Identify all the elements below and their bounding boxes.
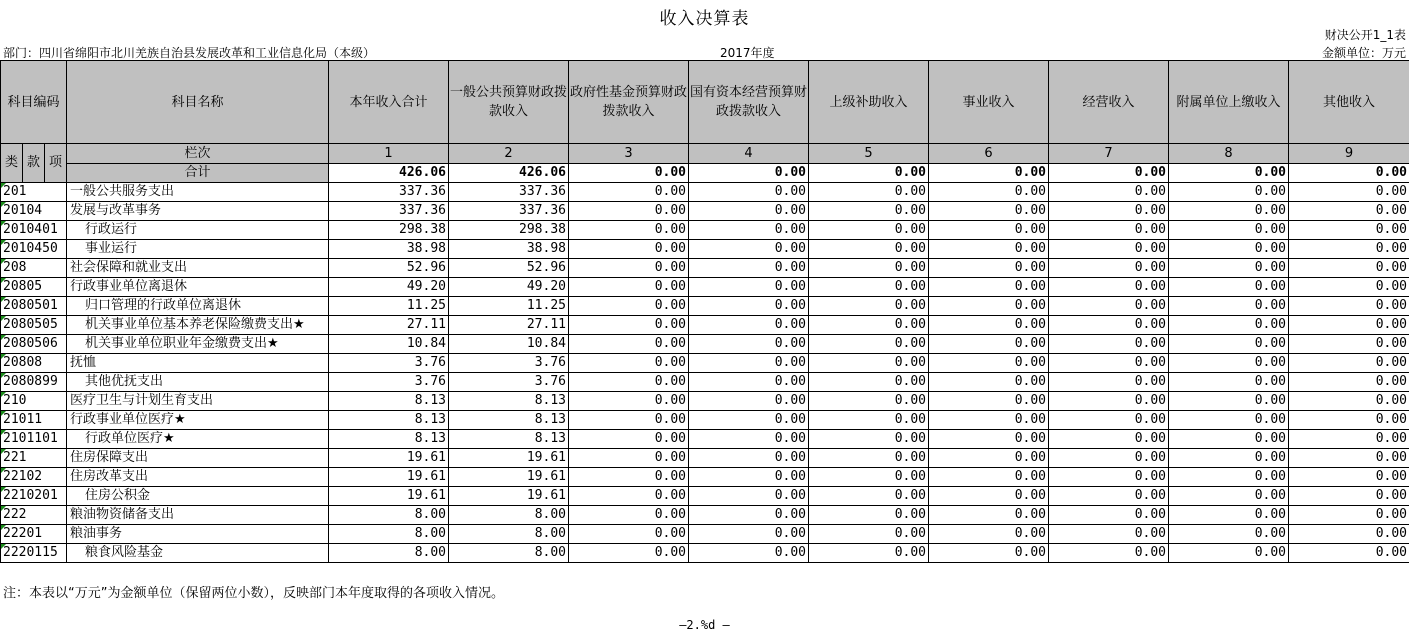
table-note: 注：本表以“万元”为金额单位（保留两位小数），反映部门本年度取得的各项收入情况。 — [3, 586, 504, 601]
amount-cell: 8.00 — [449, 506, 569, 525]
subject-name: 机关事业单位职业年金缴费支出★ — [67, 335, 329, 354]
amount-cell: 3.76 — [449, 373, 569, 392]
amount-cell: 10.84 — [449, 335, 569, 354]
header-xiang: 项 — [45, 144, 67, 183]
total-label: 合计 — [67, 164, 329, 183]
lane-number: 4 — [689, 144, 809, 164]
total-cell: 0.00 — [809, 164, 929, 183]
header-col-3: 政府性基金预算财政拨款收入 — [569, 61, 689, 144]
amount-cell: 0.00 — [1049, 335, 1169, 354]
amount-cell: 0.00 — [569, 240, 689, 259]
header-col-8: 附属单位上缴收入 — [1169, 61, 1289, 144]
amount-cell: 0.00 — [1169, 506, 1289, 525]
year-label: 2017年度 — [720, 46, 775, 60]
subject-name: 医疗卫生与计划生育支出 — [67, 392, 329, 411]
amount-cell: 298.38 — [329, 221, 449, 240]
subject-code: 2080899 — [1, 373, 67, 392]
amount-cell: 0.00 — [929, 525, 1049, 544]
subject-code: 210 — [1, 392, 67, 411]
amount-cell: 0.00 — [1049, 297, 1169, 316]
amount-cell: 8.13 — [449, 411, 569, 430]
amount-cell: 0.00 — [689, 430, 809, 449]
header-kuan: 款 — [23, 144, 45, 183]
subject-name: 粮油事务 — [67, 525, 329, 544]
total-cell: 0.00 — [1169, 164, 1289, 183]
subject-name: 行政单位医疗★ — [67, 430, 329, 449]
amount-cell: 0.00 — [1049, 373, 1169, 392]
subject-name: 其他优抚支出 — [67, 373, 329, 392]
amount-cell: 0.00 — [1289, 335, 1409, 354]
lane-number: 7 — [1049, 144, 1169, 164]
subject-name: 住房改革支出 — [67, 468, 329, 487]
subject-code: 2210201 — [1, 487, 67, 506]
total-cell: 0.00 — [1049, 164, 1169, 183]
amount-cell: 298.38 — [449, 221, 569, 240]
table-row — [1, 525, 1409, 544]
amount-cell: 0.00 — [929, 449, 1049, 468]
table-row — [1, 373, 1409, 392]
amount-cell: 0.00 — [689, 449, 809, 468]
form-tag: 财决公开1_1表 — [1324, 28, 1406, 42]
amount-cell: 0.00 — [1289, 544, 1409, 563]
amount-cell: 0.00 — [1169, 278, 1289, 297]
subject-code: 2080505 — [1, 316, 67, 335]
amount-cell: 19.61 — [329, 468, 449, 487]
amount-cell: 0.00 — [689, 506, 809, 525]
amount-cell: 0.00 — [929, 354, 1049, 373]
amount-cell: 0.00 — [1289, 468, 1409, 487]
amount-cell: 0.00 — [929, 297, 1049, 316]
lane-number: 1 — [329, 144, 449, 164]
amount-cell: 0.00 — [569, 525, 689, 544]
amount-cell: 27.11 — [449, 316, 569, 335]
amount-cell: 0.00 — [569, 487, 689, 506]
lane-number: 8 — [1169, 144, 1289, 164]
subject-code: 2220115 — [1, 544, 67, 563]
amount-cell: 0.00 — [689, 335, 809, 354]
income-table — [0, 60, 1409, 563]
amount-cell: 0.00 — [1289, 411, 1409, 430]
table-row — [1, 278, 1409, 297]
amount-cell: 0.00 — [1049, 468, 1169, 487]
total-cell: 426.06 — [329, 164, 449, 183]
subject-code: 221 — [1, 449, 67, 468]
subject-code: 201 — [1, 183, 67, 202]
amount-cell: 19.61 — [449, 449, 569, 468]
total-cell: 0.00 — [1289, 164, 1409, 183]
subject-code: 22102 — [1, 468, 67, 487]
subject-code: 2080506 — [1, 335, 67, 354]
amount-cell: 8.13 — [329, 430, 449, 449]
amount-cell: 337.36 — [329, 183, 449, 202]
amount-cell: 8.00 — [329, 544, 449, 563]
amount-cell: 0.00 — [809, 468, 929, 487]
amount-cell: 0.00 — [809, 525, 929, 544]
amount-cell: 0.00 — [1049, 392, 1169, 411]
amount-cell: 0.00 — [1289, 373, 1409, 392]
amount-cell: 0.00 — [689, 221, 809, 240]
amount-cell: 19.61 — [449, 487, 569, 506]
subject-code: 20104 — [1, 202, 67, 221]
amount-cell: 0.00 — [1049, 544, 1169, 563]
lane-row — [1, 144, 1409, 164]
amount-cell: 0.00 — [1049, 506, 1169, 525]
table-row — [1, 221, 1409, 240]
amount-cell: 0.00 — [929, 183, 1049, 202]
amount-cell: 0.00 — [1289, 183, 1409, 202]
table-row — [1, 183, 1409, 202]
department-label: 部门：四川省绵阳市北川羌族自治县发展改革和工业信息化局（本级） — [3, 46, 376, 60]
amount-cell: 0.00 — [1289, 525, 1409, 544]
subject-code: 21011 — [1, 411, 67, 430]
amount-cell: 0.00 — [1169, 392, 1289, 411]
amount-cell: 8.00 — [449, 525, 569, 544]
amount-cell: 0.00 — [1289, 297, 1409, 316]
amount-cell: 0.00 — [1169, 430, 1289, 449]
amount-cell: 0.00 — [569, 544, 689, 563]
amount-cell: 0.00 — [1169, 449, 1289, 468]
amount-cell: 0.00 — [929, 240, 1049, 259]
amount-cell: 0.00 — [1049, 449, 1169, 468]
amount-cell: 0.00 — [1289, 487, 1409, 506]
amount-cell: 0.00 — [1169, 202, 1289, 221]
amount-cell: 0.00 — [929, 316, 1049, 335]
amount-cell: 0.00 — [1169, 240, 1289, 259]
amount-cell: 0.00 — [569, 354, 689, 373]
subject-code: 20808 — [1, 354, 67, 373]
amount-cell: 19.61 — [329, 449, 449, 468]
amount-cell: 0.00 — [569, 506, 689, 525]
amount-cell: 0.00 — [1049, 259, 1169, 278]
amount-cell: 0.00 — [569, 202, 689, 221]
page-footer: —2.%d — — [679, 618, 730, 632]
table-row — [1, 468, 1409, 487]
total-cell: 0.00 — [689, 164, 809, 183]
subject-name: 抚恤 — [67, 354, 329, 373]
header-col-4: 国有资本经营预算财政拨款收入 — [689, 61, 809, 144]
amount-cell: 0.00 — [1169, 468, 1289, 487]
amount-cell: 0.00 — [689, 373, 809, 392]
subject-name: 一般公共服务支出 — [67, 183, 329, 202]
lane-number: 5 — [809, 144, 929, 164]
header-col-5: 上级补助收入 — [809, 61, 929, 144]
amount-cell: 0.00 — [689, 411, 809, 430]
header-col-6: 事业收入 — [929, 61, 1049, 144]
total-cell: 0.00 — [569, 164, 689, 183]
amount-cell: 52.96 — [329, 259, 449, 278]
amount-cell: 8.13 — [329, 411, 449, 430]
amount-cell: 0.00 — [809, 278, 929, 297]
table-row — [1, 240, 1409, 259]
lane-number: 6 — [929, 144, 1049, 164]
amount-cell: 11.25 — [329, 297, 449, 316]
amount-cell: 0.00 — [1289, 278, 1409, 297]
amount-cell: 0.00 — [1049, 278, 1169, 297]
amount-cell: 0.00 — [689, 487, 809, 506]
amount-cell: 0.00 — [809, 202, 929, 221]
amount-cell: 0.00 — [569, 316, 689, 335]
amount-cell: 3.76 — [329, 373, 449, 392]
subject-name: 住房保障支出 — [67, 449, 329, 468]
table-row — [1, 259, 1409, 278]
header-row — [1, 61, 1409, 144]
table-row — [1, 392, 1409, 411]
amount-cell: 0.00 — [1289, 221, 1409, 240]
subject-code: 222 — [1, 506, 67, 525]
amount-cell: 0.00 — [689, 392, 809, 411]
subject-name: 事业运行 — [67, 240, 329, 259]
amount-cell: 0.00 — [929, 335, 1049, 354]
subject-code: 2101101 — [1, 430, 67, 449]
table-row — [1, 544, 1409, 563]
amount-cell: 0.00 — [569, 259, 689, 278]
amount-cell: 8.13 — [449, 430, 569, 449]
amount-cell: 0.00 — [689, 278, 809, 297]
header-code: 科目编码 — [1, 61, 67, 144]
subject-code: 208 — [1, 259, 67, 278]
amount-cell: 0.00 — [1169, 525, 1289, 544]
amount-cell: 0.00 — [929, 430, 1049, 449]
amount-cell: 0.00 — [1289, 354, 1409, 373]
amount-cell: 0.00 — [809, 487, 929, 506]
amount-cell: 0.00 — [689, 297, 809, 316]
subject-name: 行政事业单位医疗★ — [67, 411, 329, 430]
amount-cell: 0.00 — [809, 506, 929, 525]
subject-code: 2080501 — [1, 297, 67, 316]
table-row — [1, 335, 1409, 354]
amount-cell: 0.00 — [1049, 411, 1169, 430]
amount-cell: 0.00 — [929, 506, 1049, 525]
amount-cell: 0.00 — [569, 468, 689, 487]
amount-cell: 8.00 — [329, 506, 449, 525]
amount-cell: 0.00 — [569, 221, 689, 240]
amount-cell: 0.00 — [809, 392, 929, 411]
amount-cell: 0.00 — [1169, 487, 1289, 506]
amount-cell: 0.00 — [1049, 221, 1169, 240]
amount-cell: 0.00 — [1289, 506, 1409, 525]
amount-cell: 0.00 — [929, 487, 1049, 506]
subject-name: 粮油物资储备支出 — [67, 506, 329, 525]
amount-cell: 0.00 — [809, 354, 929, 373]
amount-cell: 0.00 — [689, 316, 809, 335]
amount-cell: 19.61 — [329, 487, 449, 506]
amount-cell: 0.00 — [809, 221, 929, 240]
table-row — [1, 487, 1409, 506]
amount-cell: 0.00 — [1049, 240, 1169, 259]
table-row — [1, 316, 1409, 335]
subject-name: 行政事业单位离退休 — [67, 278, 329, 297]
amount-cell: 0.00 — [1049, 183, 1169, 202]
amount-cell: 0.00 — [929, 468, 1049, 487]
subject-code: 22201 — [1, 525, 67, 544]
lane-number: 9 — [1289, 144, 1409, 164]
amount-cell: 0.00 — [929, 373, 1049, 392]
amount-cell: 0.00 — [1049, 202, 1169, 221]
table-row — [1, 297, 1409, 316]
amount-cell: 0.00 — [689, 525, 809, 544]
amount-cell: 52.96 — [449, 259, 569, 278]
amount-cell: 0.00 — [929, 544, 1049, 563]
amount-cell: 0.00 — [569, 411, 689, 430]
amount-cell: 49.20 — [329, 278, 449, 297]
header-col-1: 本年收入合计 — [329, 61, 449, 144]
amount-cell: 10.84 — [329, 335, 449, 354]
amount-cell: 0.00 — [1289, 449, 1409, 468]
lane-number: 3 — [569, 144, 689, 164]
amount-cell: 0.00 — [809, 335, 929, 354]
table-row — [1, 430, 1409, 449]
amount-cell: 0.00 — [809, 316, 929, 335]
lane-number: 2 — [449, 144, 569, 164]
amount-cell: 0.00 — [569, 297, 689, 316]
total-cell: 0.00 — [929, 164, 1049, 183]
subject-code: 2010401 — [1, 221, 67, 240]
amount-cell: 0.00 — [689, 240, 809, 259]
amount-cell: 0.00 — [569, 392, 689, 411]
amount-cell: 0.00 — [809, 411, 929, 430]
amount-cell: 8.00 — [449, 544, 569, 563]
amount-cell: 0.00 — [809, 373, 929, 392]
amount-cell: 27.11 — [329, 316, 449, 335]
subject-name: 社会保障和就业支出 — [67, 259, 329, 278]
amount-cell: 0.00 — [689, 202, 809, 221]
amount-cell: 0.00 — [689, 259, 809, 278]
amount-cell: 0.00 — [1169, 221, 1289, 240]
amount-cell: 0.00 — [1289, 240, 1409, 259]
amount-cell: 0.00 — [809, 240, 929, 259]
subject-name: 住房公积金 — [67, 487, 329, 506]
table-row — [1, 354, 1409, 373]
amount-cell: 0.00 — [1049, 316, 1169, 335]
amount-cell: 0.00 — [1289, 259, 1409, 278]
amount-cell: 0.00 — [1169, 373, 1289, 392]
subject-name: 归口管理的行政单位离退休 — [67, 297, 329, 316]
amount-cell: 8.00 — [329, 525, 449, 544]
amount-cell: 0.00 — [1169, 354, 1289, 373]
amount-cell: 0.00 — [569, 335, 689, 354]
amount-cell: 0.00 — [929, 392, 1049, 411]
lane-label: 栏次 — [67, 144, 329, 164]
total-row — [1, 164, 1409, 183]
amount-cell: 0.00 — [809, 544, 929, 563]
amount-cell: 337.36 — [449, 183, 569, 202]
table-row — [1, 506, 1409, 525]
report-title: 收入决算表 — [659, 9, 750, 29]
amount-cell: 0.00 — [809, 183, 929, 202]
total-cell: 426.06 — [449, 164, 569, 183]
amount-cell: 38.98 — [449, 240, 569, 259]
amount-cell: 3.76 — [329, 354, 449, 373]
amount-cell: 0.00 — [1169, 335, 1289, 354]
amount-cell: 0.00 — [1169, 259, 1289, 278]
subject-name: 粮食风险基金 — [67, 544, 329, 563]
amount-cell: 0.00 — [569, 373, 689, 392]
header-col-7: 经营收入 — [1049, 61, 1169, 144]
amount-cell: 38.98 — [329, 240, 449, 259]
amount-cell: 337.36 — [329, 202, 449, 221]
amount-cell: 0.00 — [1049, 525, 1169, 544]
amount-cell: 0.00 — [689, 468, 809, 487]
header-col-9: 其他收入 — [1289, 61, 1409, 144]
subject-code: 2010450 — [1, 240, 67, 259]
amount-cell: 337.36 — [449, 202, 569, 221]
amount-cell: 0.00 — [809, 259, 929, 278]
amount-cell: 0.00 — [569, 278, 689, 297]
amount-cell: 0.00 — [929, 259, 1049, 278]
amount-cell: 0.00 — [569, 430, 689, 449]
amount-cell: 0.00 — [689, 544, 809, 563]
amount-cell: 0.00 — [689, 354, 809, 373]
subject-name: 行政运行 — [67, 221, 329, 240]
amount-cell: 0.00 — [569, 449, 689, 468]
amount-cell: 0.00 — [929, 411, 1049, 430]
amount-cell: 0.00 — [1169, 297, 1289, 316]
table-row — [1, 411, 1409, 430]
amount-cell: 0.00 — [1289, 316, 1409, 335]
amount-cell: 0.00 — [809, 430, 929, 449]
amount-cell: 0.00 — [1169, 316, 1289, 335]
header-lei: 类 — [1, 144, 23, 183]
amount-cell: 0.00 — [929, 278, 1049, 297]
table-row — [1, 449, 1409, 468]
amount-cell: 0.00 — [1289, 430, 1409, 449]
table-body — [1, 183, 1409, 563]
amount-cell: 0.00 — [1049, 430, 1169, 449]
amount-cell: 0.00 — [1169, 183, 1289, 202]
header-col-2: 一般公共预算财政拨款收入 — [449, 61, 569, 144]
amount-cell: 0.00 — [929, 202, 1049, 221]
amount-cell: 11.25 — [449, 297, 569, 316]
header-name: 科目名称 — [67, 61, 329, 144]
amount-cell: 0.00 — [809, 449, 929, 468]
amount-cell: 0.00 — [1049, 487, 1169, 506]
amount-cell: 19.61 — [449, 468, 569, 487]
amount-cell: 0.00 — [1169, 544, 1289, 563]
amount-cell: 3.76 — [449, 354, 569, 373]
amount-cell: 49.20 — [449, 278, 569, 297]
unit-label: 金额单位：万元 — [1321, 46, 1406, 60]
amount-cell: 0.00 — [929, 221, 1049, 240]
amount-cell: 0.00 — [809, 297, 929, 316]
amount-cell: 8.13 — [449, 392, 569, 411]
amount-cell: 8.13 — [329, 392, 449, 411]
subject-name: 发展与改革事务 — [67, 202, 329, 221]
amount-cell: 0.00 — [1289, 202, 1409, 221]
amount-cell: 0.00 — [689, 183, 809, 202]
amount-cell: 0.00 — [569, 183, 689, 202]
amount-cell: 0.00 — [1049, 354, 1169, 373]
amount-cell: 0.00 — [1289, 392, 1409, 411]
table-row — [1, 202, 1409, 221]
subject-code: 20805 — [1, 278, 67, 297]
amount-cell: 0.00 — [1169, 411, 1289, 430]
subject-name: 机关事业单位基本养老保险缴费支出★ — [67, 316, 329, 335]
